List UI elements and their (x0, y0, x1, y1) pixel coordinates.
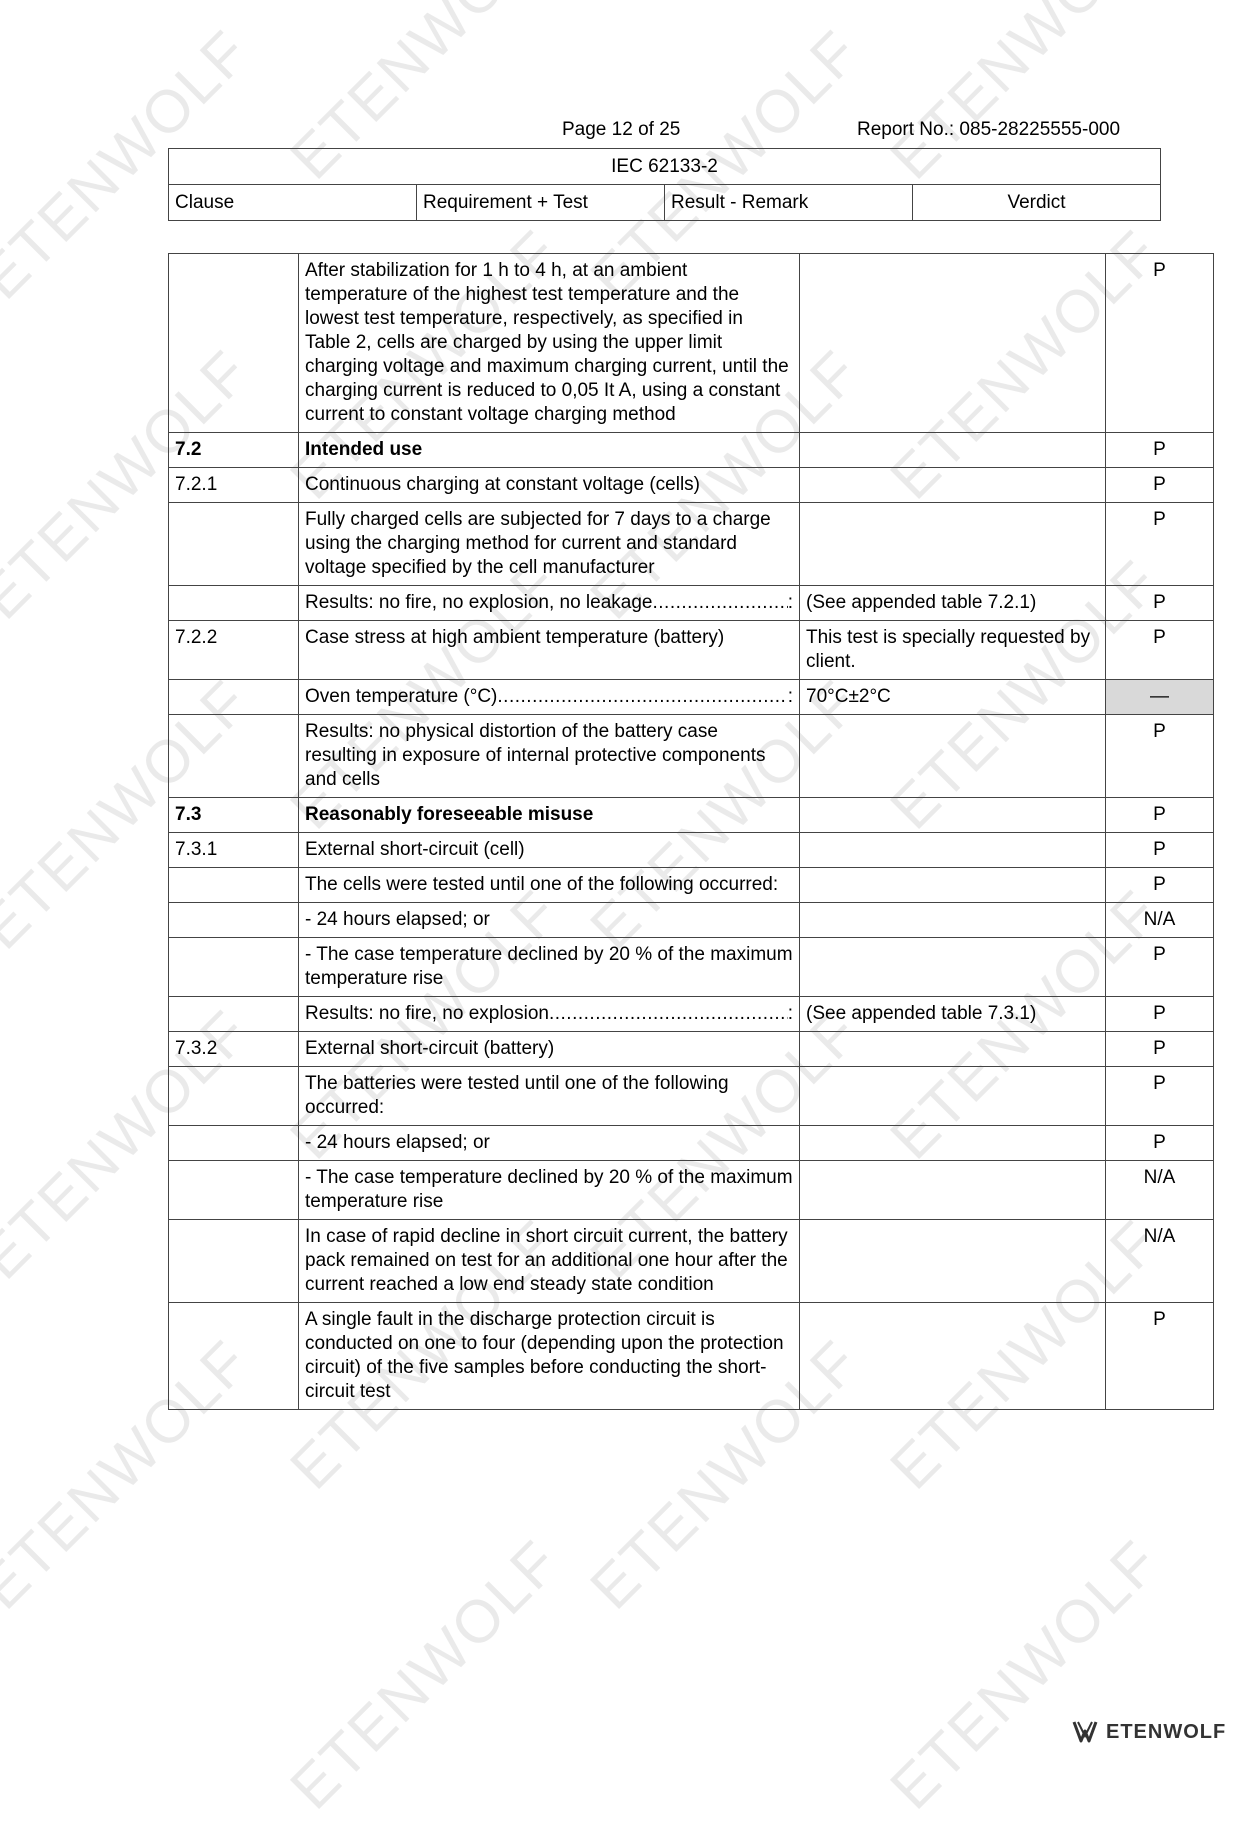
table-row (169, 903, 1214, 938)
verdict-cell: P (1106, 433, 1214, 468)
report-number: Report No.: 085-28225555-000 (857, 119, 1121, 140)
table-row (169, 1032, 1214, 1067)
dot-leader (549, 1002, 788, 1026)
table-row (169, 680, 1214, 715)
table-row (169, 254, 1214, 433)
clause-cell (169, 715, 299, 798)
result-cell (800, 503, 1106, 586)
table-row (169, 997, 1214, 1032)
result-cell (800, 833, 1106, 868)
clause-cell (169, 254, 299, 433)
requirement-cell: The cells were tested until one of the following occurred: (299, 868, 800, 903)
logo-text: ETENWOLF (1106, 1720, 1227, 1743)
clause-cell (169, 503, 299, 586)
result-cell: (See appended table 7.3.1) (800, 997, 1106, 1032)
table-row (169, 1303, 1214, 1410)
requirement-text: Results: no fire, no explosion, no leakage (305, 592, 653, 613)
verdict-cell: P (1106, 1032, 1214, 1067)
verdict-cell: N/A (1106, 1161, 1214, 1220)
requirement-cell (299, 997, 800, 1032)
clause-cell: 7.2.2 (169, 621, 299, 680)
clause-cell (169, 680, 299, 715)
table-row (169, 503, 1214, 586)
result-cell (800, 433, 1106, 468)
verdict-cell: P (1106, 586, 1214, 621)
table-row (169, 938, 1214, 997)
column-header-result: Result - Remark (665, 185, 913, 221)
requirement-cell: - 24 hours elapsed; or (299, 903, 800, 938)
clause-cell: 7.2.1 (169, 468, 299, 503)
requirement-text: Oven temperature (°C) (305, 686, 498, 707)
column-header-verdict: Verdict (913, 185, 1161, 221)
requirement-cell (299, 586, 800, 621)
clause-cell: 7.3 (169, 798, 299, 833)
table-row (169, 433, 1214, 468)
clause-cell: 7.3.2 (169, 1032, 299, 1067)
clause-cell (169, 1126, 299, 1161)
table-row (169, 621, 1214, 680)
result-cell (800, 254, 1106, 433)
company-logo (1072, 1719, 1226, 1745)
colon: : (787, 1003, 793, 1024)
result-cell: (See appended table 7.2.1) (800, 586, 1106, 621)
table-row (169, 715, 1214, 798)
etenwolf-logo-icon (1072, 1719, 1098, 1745)
clause-cell: 7.2 (169, 433, 299, 468)
result-cell (800, 938, 1106, 997)
verdict-cell: — (1106, 680, 1214, 715)
colon: : (787, 686, 793, 707)
standard-title: IEC 62133-2 (169, 149, 1161, 185)
verdict-cell: P (1106, 997, 1214, 1032)
clause-table (168, 253, 1214, 1410)
result-cell: This test is specially requested by client. (800, 621, 1106, 680)
result-cell (800, 1303, 1106, 1410)
verdict-cell: P (1106, 621, 1214, 680)
table-row (169, 798, 1214, 833)
clause-cell (169, 938, 299, 997)
result-cell (800, 1161, 1106, 1220)
report-header-table (168, 148, 1161, 221)
table-row (169, 1126, 1214, 1161)
requirement-cell: Continuous charging at constant voltage (cells) (299, 468, 800, 503)
table-row (169, 833, 1214, 868)
verdict-cell: P (1106, 1067, 1214, 1126)
verdict-cell: P (1106, 715, 1214, 798)
clause-cell (169, 1067, 299, 1126)
requirement-cell: The batteries were tested until one of the following occurred: (299, 1067, 800, 1126)
result-cell (800, 1032, 1106, 1067)
result-cell (800, 1126, 1106, 1161)
column-header-clause: Clause (169, 185, 417, 221)
requirement-cell: - The case temperature declined by 20 % of the maximum temperature rise (299, 1161, 800, 1220)
verdict-cell: P (1106, 798, 1214, 833)
verdict-cell: P (1106, 503, 1214, 586)
clause-cell (169, 1303, 299, 1410)
requirement-text: Results: no fire, no explosion (305, 1003, 549, 1024)
verdict-cell: P (1106, 1303, 1214, 1410)
table-row (169, 868, 1214, 903)
requirement-cell: Fully charged cells are subjected for 7 days to a charge using the charging method for current and standard voltage specified by the cell manufacturer (299, 503, 800, 586)
requirement-cell: - The case temperature declined by 20 % of the maximum temperature rise (299, 938, 800, 997)
page-number: Page 12 of 25 (562, 119, 681, 140)
result-cell: 70°C±2°C (800, 680, 1106, 715)
clause-cell (169, 586, 299, 621)
requirement-cell: External short-circuit (cell) (299, 833, 800, 868)
watermark-text (277, 1527, 573, 1822)
requirement-cell: Reasonably foreseeable misuse (299, 798, 800, 833)
result-cell (800, 468, 1106, 503)
result-cell (800, 1067, 1106, 1126)
requirement-cell: - 24 hours elapsed; or (299, 1126, 800, 1161)
verdict-cell: P (1106, 833, 1214, 868)
result-cell (800, 715, 1106, 798)
requirement-cell: External short-circuit (battery) (299, 1032, 800, 1067)
clause-cell (169, 868, 299, 903)
clause-cell (169, 997, 299, 1032)
table-row (169, 1220, 1214, 1303)
clause-cell: 7.3.1 (169, 833, 299, 868)
requirement-cell: Results: no physical distortion of the battery case resulting in exposure of internal protective components and cells (299, 715, 800, 798)
dot-leader (497, 685, 787, 709)
requirement-cell: Case stress at high ambient temperature (battery) (299, 621, 800, 680)
table-row (169, 1067, 1214, 1126)
requirement-cell: A single fault in the discharge protection circuit is conducted on one to four (depending upon the protection circuit) of the five samples before conducting the short-circuit test (299, 1303, 800, 1410)
clause-cell (169, 903, 299, 938)
result-cell (800, 1220, 1106, 1303)
verdict-cell: N/A (1106, 903, 1214, 938)
verdict-cell: P (1106, 254, 1214, 433)
requirement-cell: Intended use (299, 433, 800, 468)
verdict-cell: P (1106, 1126, 1214, 1161)
verdict-cell: P (1106, 468, 1214, 503)
table-row (169, 1161, 1214, 1220)
table-row (169, 468, 1214, 503)
verdict-cell: P (1106, 938, 1214, 997)
clause-cell (169, 1220, 299, 1303)
table-row (169, 586, 1214, 621)
result-cell (800, 903, 1106, 938)
colon: : (787, 592, 793, 613)
column-header-requirement: Requirement + Test (417, 185, 665, 221)
requirement-cell (299, 680, 800, 715)
verdict-cell: P (1106, 868, 1214, 903)
requirement-cell: After stabilization for 1 h to 4 h, at an ambient temperature of the highest test temperature and the lowest test temperature, respectively, as specified in Table 2, cells are charged by using the upper limit charging voltage and maximum charging current, until the charging current is reduced to 0,05 It A, using a constant current to constant voltage charging method (299, 254, 800, 433)
result-cell (800, 868, 1106, 903)
result-cell (800, 798, 1106, 833)
verdict-cell: N/A (1106, 1220, 1214, 1303)
watermark-text (877, 1527, 1173, 1822)
requirement-cell: In case of rapid decline in short circuit current, the battery pack remained on test for an additional one hour after the current reached a low end steady state condition (299, 1220, 800, 1303)
dot-leader (653, 591, 788, 615)
clause-cell (169, 1161, 299, 1220)
